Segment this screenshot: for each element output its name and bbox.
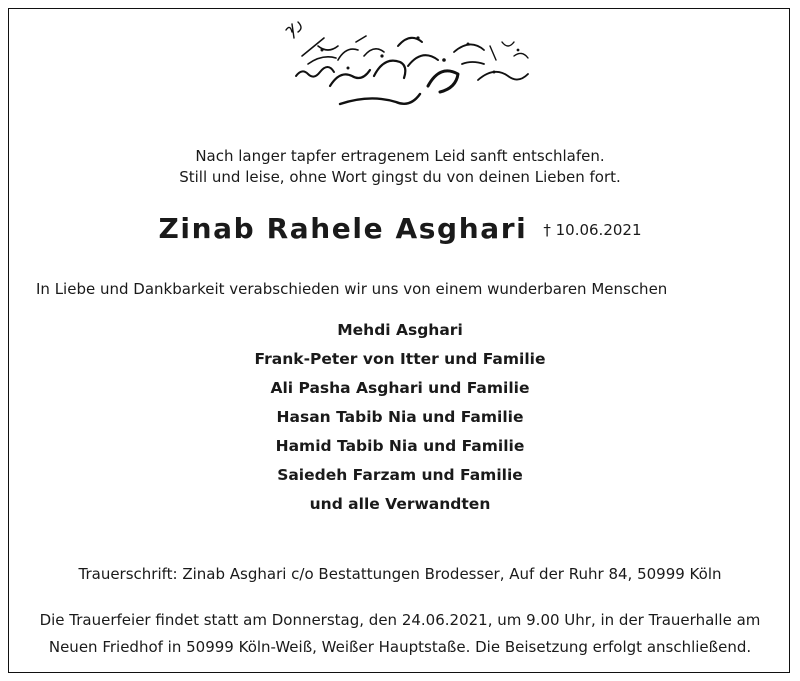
mourner-item: Ali Pasha Asghari und Familie [270,379,530,397]
ceremony-line-1: Die Trauerfeier findet statt am Donnerstag, den 24.06.2021, um 9.00 Uhr, in der Trauerhalle am [39,611,761,629]
farewell-line: In Liebe und Dankbarkeit verabschieden wir uns von einem wunderbaren Menschen [36,280,668,298]
mourning-address: Trauerschrift: Zinab Asghari c/o Bestattungen Brodesser, Auf der Ruhr 84, 50999 Köln [78,565,722,583]
deceased-heading [0,212,800,245]
mourner-item: und alle Verwandten [309,495,491,513]
intro-line-2: Still und leise, ohne Wort gingst du von deinen Lieben fort. [179,168,621,186]
persian-calligraphy [278,16,536,112]
mourner-item: Frank-Peter von Itter und Familie [254,350,546,368]
death-date: † 10.06.2021 [543,221,642,239]
intro-line-1: Nach langer tapfer ertragenem Leid sanft entschlafen. [195,147,605,165]
deceased-name: Zinab Rahele Asghari [158,212,528,245]
ceremony-info [0,607,800,661]
mourner-item: Hamid Tabib Nia und Familie [275,437,525,455]
mourners-list [0,316,800,519]
intro-text [0,146,800,188]
ceremony-line-2: Neuen Friedhof in 50999 Köln-Weiß, Weißer Hauptstaße. Die Beisetzung erfolgt anschließend. [48,638,752,656]
mourner-item: Hasan Tabib Nia und Familie [276,408,524,426]
mourner-item: Saiedeh Farzam und Familie [277,466,523,484]
mourner-item: Mehdi Asghari [337,321,463,339]
